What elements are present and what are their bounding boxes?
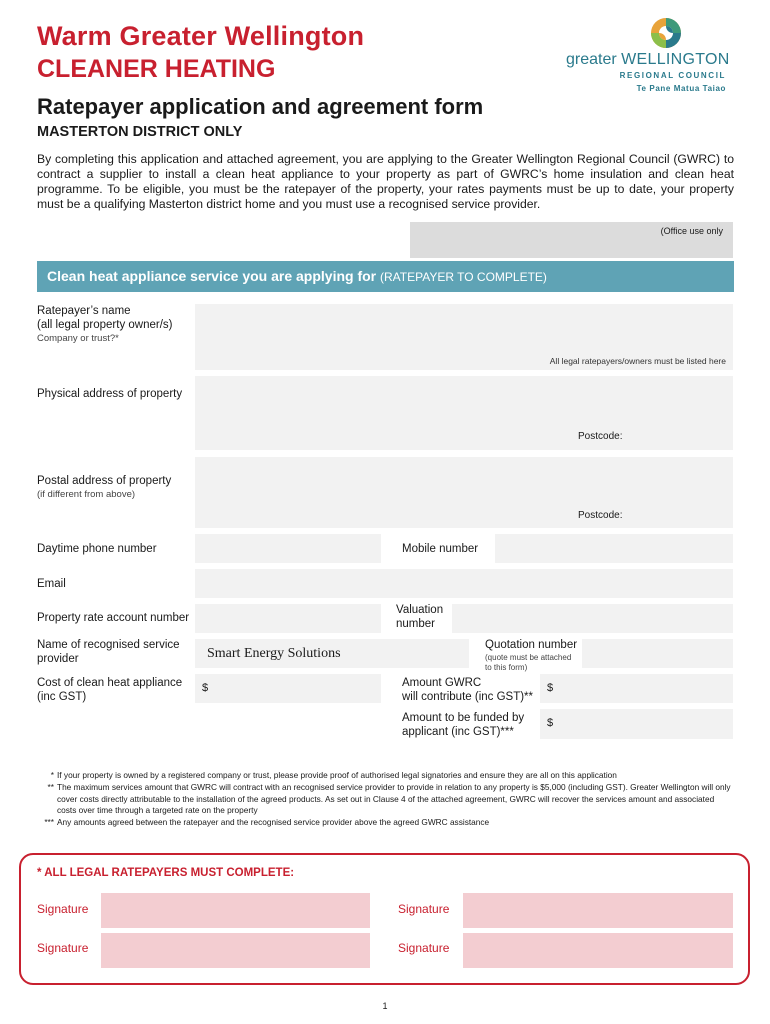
physical-address-label: Physical address of property (37, 388, 183, 400)
applicant-amount-label (402, 711, 524, 739)
gwrc-amount-label-1: Amount GWRC (402, 677, 482, 689)
signature-3-label: Signature (37, 941, 89, 955)
logo-brand-upper: WELLINGTON (621, 51, 730, 68)
office-use-label: (Office use only (660, 226, 723, 236)
postal-postcode-label: Postcode: (578, 510, 623, 521)
section-title: Clean heat appliance service you are applying for (47, 268, 377, 284)
valuation-label-1: Valuation (396, 604, 444, 616)
quotation-label (485, 638, 577, 673)
postal-address-label (37, 474, 171, 502)
daytime-phone-field[interactable] (195, 534, 381, 563)
email-label: Email (37, 578, 66, 590)
mobile-label: Mobile number (402, 543, 479, 555)
footnote-1-text: If your property is owned by a registered company or trust, please provide proof of authorised legal signatories and ensure they are all on this application (57, 770, 617, 780)
signature-heading: * ALL LEGAL RATEPAYERS MUST COMPLETE: (37, 867, 295, 879)
gwrc-amount-label (402, 676, 533, 704)
quotation-field[interactable] (582, 639, 733, 668)
provider-label (37, 638, 180, 666)
applicant-amount-label-1: Amount to be funded by (402, 712, 525, 724)
ratepayer-name-field[interactable] (195, 304, 733, 370)
physical-postcode-label: Postcode: (578, 431, 623, 442)
company-trust-hint: Company or trust?* (37, 333, 119, 344)
form-title: Ratepayer application and agreement form (37, 94, 484, 119)
page-number: 1 (382, 1001, 388, 1011)
gwrc-amount-field[interactable] (540, 674, 733, 703)
section-subtitle: (RATEPAYER TO COMPLETE) (380, 270, 547, 284)
district-subtitle: MASTERTON DISTRICT ONLY (37, 124, 243, 140)
applicant-amount-currency: $ (547, 717, 554, 729)
section-header (37, 261, 734, 292)
daytime-phone-label: Daytime phone number (37, 543, 157, 555)
applicant-amount-field[interactable] (540, 709, 733, 739)
signature-1-field[interactable] (101, 893, 370, 928)
quotation-hint-1: (quote must be attached (485, 653, 572, 662)
signature-1-label: Signature (37, 902, 89, 916)
logo-maori-name: Te Pane Matua Taiao (636, 84, 726, 93)
footnotes (37, 770, 734, 829)
gwrc-swirl-icon (650, 17, 682, 49)
mobile-field[interactable] (495, 534, 733, 563)
cost-label (37, 676, 182, 704)
footnote-2-mark: ** (47, 781, 54, 792)
gwrc-amount-currency: $ (547, 682, 554, 694)
cost-currency: $ (202, 682, 209, 694)
footnote-3-mark: *** (44, 817, 54, 828)
gwrc-logo (566, 17, 736, 97)
logo-regional-council: REGIONAL COUNCIL (619, 71, 726, 80)
rate-account-label: Property rate account number (37, 612, 190, 624)
footnote-3-text: Any amounts agreed between the ratepayer and the recognised service provider above the agreed GWRC assistance (57, 817, 490, 828)
gwrc-amount-label-2: will contribute (inc GST)** (402, 691, 534, 703)
title-line-1: Warm Greater Wellington (37, 21, 365, 51)
signature-2-field[interactable] (463, 893, 733, 928)
valuation-label (396, 603, 443, 631)
physical-address-field[interactable] (195, 376, 733, 450)
ratepayer-name-label (37, 304, 173, 346)
cost-label-2: (inc GST) (37, 691, 87, 703)
provider-label-2: provider (37, 653, 79, 665)
footnote-2-text: The maximum services amount that GWRC will contract with an recognised service provider to provide in relation to any property is $5,000 (including GST). Greater Wellington will only cover costs directly attributable to the installation of the agreed products. As set out in Clause 4 of the attached agreement, GWRC will recover the services amount and associated costs over time through a targeted rate on the property (57, 781, 731, 816)
ratepayer-name-label-2: (all legal property owner/s) (37, 319, 173, 331)
ratepayer-name-label-1: Ratepayer’s name (37, 305, 131, 317)
intro-paragraph: By completing this application and attached agreement, you are applying to the Greater Wellington Regional Council (GWRC) to contract a supplier to install a clean heat appliance to your property as part of GWRC’s home insulation and clean heat programme. To be eligible, you must be the ratepayer of the property, your rates payments must be up to date, your property must be a qualifying Masterton district home and you must use a recognised service provider. (37, 152, 734, 211)
signature-4-label: Signature (398, 941, 450, 955)
footnote-3 (37, 817, 734, 829)
email-field[interactable] (195, 569, 733, 598)
footnote-2 (37, 782, 734, 817)
footnote-1 (37, 770, 734, 782)
provider-label-1: Name of recognised service (37, 639, 180, 651)
cost-label-1: Cost of clean heat appliance (37, 677, 183, 689)
quotation-label-text: Quotation number (485, 639, 578, 651)
footnote-1-mark: * (50, 770, 54, 780)
applicant-amount-label-2: applicant (inc GST)*** (402, 726, 514, 738)
title-line-2: CLEANER HEATING (37, 55, 276, 83)
provider-field[interactable] (195, 639, 469, 668)
signature-2-label: Signature (398, 902, 450, 916)
logo-brand-lower: greater (566, 51, 617, 68)
signature-4-field[interactable] (463, 933, 733, 968)
provider-value: Smart Energy Solutions (207, 646, 341, 661)
logo-wordmark (566, 51, 730, 69)
postal-address-label-text: Postal address of property (37, 475, 172, 487)
ratepayer-name-note: All legal ratepayers/owners must be listed here (549, 356, 726, 366)
postal-address-hint: (if different from above) (37, 489, 136, 500)
rate-account-field[interactable] (195, 604, 381, 633)
cost-field[interactable] (195, 674, 381, 703)
valuation-label-2: number (396, 618, 435, 630)
signature-3-field[interactable] (101, 933, 370, 968)
postal-address-field[interactable] (195, 457, 733, 528)
quotation-hint-2: to this form) (485, 663, 528, 672)
valuation-field[interactable] (452, 604, 733, 633)
office-use-box (410, 222, 733, 258)
